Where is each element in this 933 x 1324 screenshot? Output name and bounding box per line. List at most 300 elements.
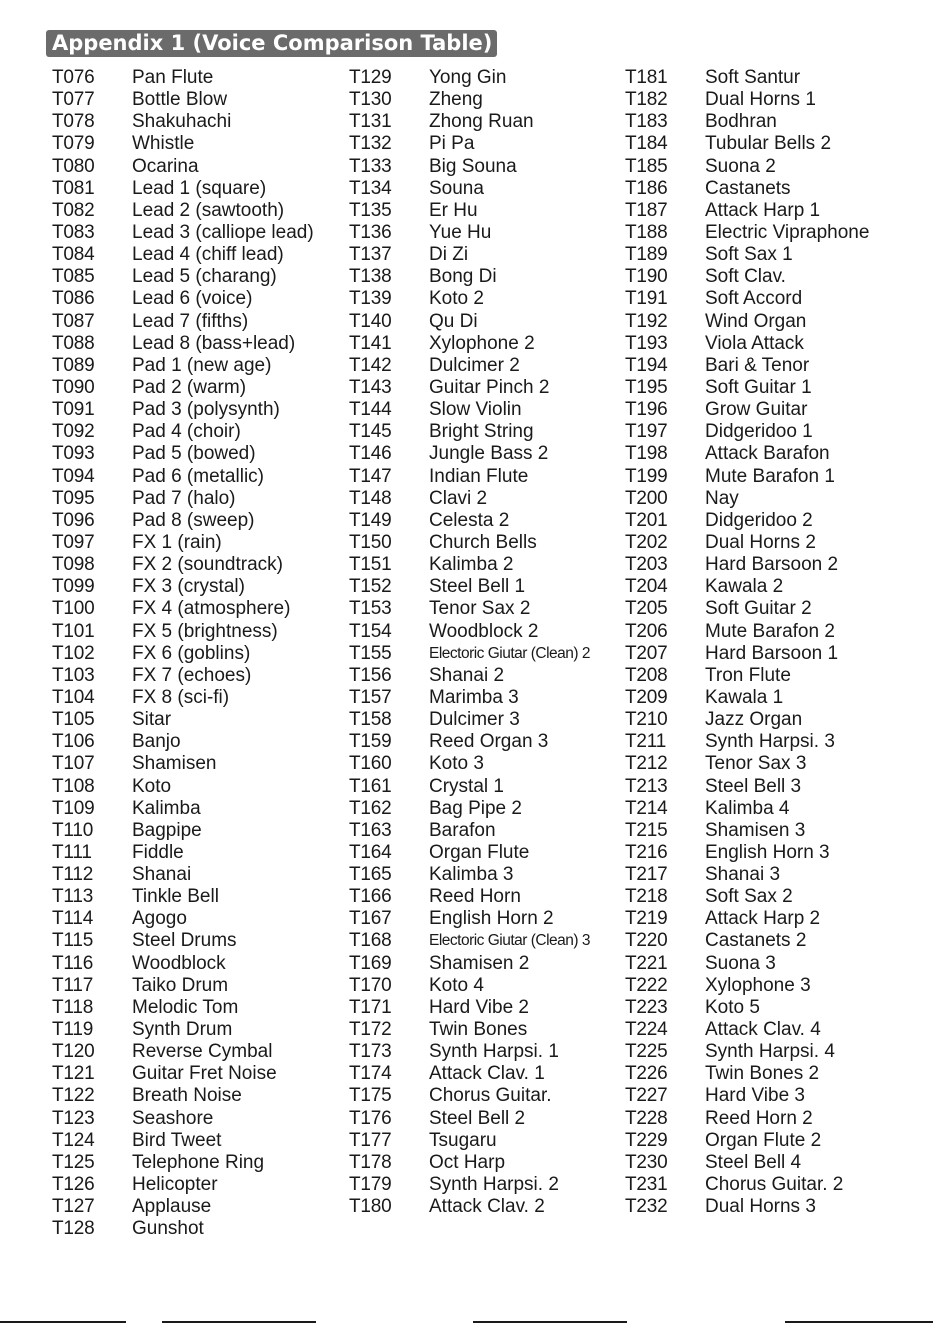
voice-code: T207 [625,642,668,664]
voice-code: T227 [625,1085,668,1107]
voice-code: T202 [625,531,668,553]
voice-code: T156 [349,664,392,686]
voice-row [349,178,590,200]
voice-name: Koto 4 [429,974,484,996]
voice-name: Lead 4 (chiff lead) [132,244,284,266]
voice-row [349,532,590,554]
voice-row [52,133,314,155]
voice-name: Pad 5 (bowed) [132,443,256,465]
footer-rule-right [785,1321,933,1323]
voice-row [625,1108,869,1130]
voice-code: T121 [52,1063,95,1085]
voice-row [625,266,869,288]
voice-code: T133 [349,155,392,177]
voice-row [625,510,869,532]
voice-name: Kalimba 3 [429,864,514,886]
voice-name: Lead 5 (charang) [132,266,277,288]
voice-row [52,687,314,709]
voice-row [52,1063,314,1085]
voice-code: T130 [349,89,392,111]
voice-name: Soft Sax 2 [705,886,793,908]
voice-code: T113 [52,886,94,908]
voice-code: T116 [52,952,94,974]
voice-name: Agogo [132,908,187,930]
voice-name: Woodblock 2 [429,620,539,642]
voice-row [625,798,869,820]
voice-name: Shamisen [132,753,217,775]
voice-code: T190 [625,266,668,288]
voice-name: Hard Barsoon 1 [705,642,839,664]
voice-row [52,1152,314,1174]
voice-code: T103 [52,664,95,686]
voice-name: Tron Flute [705,664,791,686]
voice-code: T158 [349,709,392,731]
voice-name: Guitar Fret Noise [132,1063,277,1085]
voice-name: English Horn 3 [705,841,830,863]
voice-code: T210 [625,709,668,731]
voice-code: T076 [52,67,95,88]
voice-code: T196 [625,399,668,421]
voice-code: T136 [349,221,392,243]
voice-row [52,1174,314,1196]
voice-name: Tenor Sax 2 [429,598,531,620]
voice-row [52,997,314,1019]
voice-row [349,997,590,1019]
voice-name: Steel Bell 3 [705,775,802,797]
voice-name: Attack Barafon [705,443,830,465]
voice-name: FX 8 (sci-fi) [132,686,230,708]
voice-row [52,1196,314,1218]
voice-code: T126 [52,1174,95,1196]
voice-name: Synth Drum [132,1019,233,1041]
voice-code: T184 [625,133,668,155]
voice-name: Oct Harp [429,1151,506,1173]
voice-row [52,908,314,930]
voice-name: English Horn 2 [429,908,554,930]
voice-name: Castanets 2 [705,930,807,952]
voice-code: T164 [349,841,392,863]
voice-row [625,753,869,775]
voice-row [52,244,314,266]
voice-row [349,709,590,731]
voice-row [349,355,590,377]
voice-name: Soft Santur [705,67,801,88]
voice-row [625,776,869,798]
voice-name: Organ Flute 2 [705,1129,822,1151]
voice-code: T102 [52,642,95,664]
voice-code: T204 [625,576,668,598]
voice-name: Banjo [132,731,181,753]
voice-code: T189 [625,244,668,266]
voice-name: Big Souna [429,155,517,177]
voice-code: T146 [349,443,392,465]
voice-code: T141 [349,332,392,354]
voice-row [349,488,590,510]
voice-name: Shamisen 3 [705,819,806,841]
voice-name: Bong Di [429,266,497,288]
voice-row [625,488,869,510]
voice-name: Zhong Ruan [429,111,534,133]
voice-row [52,731,314,753]
voice-name: Attack Harp 1 [705,199,821,221]
voice-name: Lead 2 (sawtooth) [132,199,285,221]
voice-name: Reverse Cymbal [132,1041,273,1063]
voice-row [625,466,869,488]
voice-row [625,1019,869,1041]
voice-code: T182 [625,89,668,111]
voice-code: T111 [52,841,92,863]
voice-name: Bird Tweet [132,1129,222,1151]
voice-row [625,67,869,89]
voice-row [625,333,869,355]
voice-code: T206 [625,620,668,642]
voice-name: Pad 4 (choir) [132,421,241,443]
voice-row [625,908,869,930]
voice-name: Suona 3 [705,952,776,974]
voice-name: Soft Guitar 2 [705,598,812,620]
voice-code: T167 [349,908,392,930]
voice-code: T214 [625,797,668,819]
voice-name: Church Bells [429,531,537,553]
voice-name: FX 1 (rain) [132,531,222,553]
voice-code: T101 [52,620,95,642]
voice-code: T143 [349,376,392,398]
voice-name: Dulcimer 2 [429,354,520,376]
voice-code: T094 [52,465,95,487]
voice-name: Attack Clav. 2 [429,1196,545,1218]
voice-row [52,953,314,975]
voice-name: Shamisen 2 [429,952,530,974]
voice-code: T115 [52,930,94,952]
voice-code: T159 [349,731,392,753]
page-title: Appendix 1 (Voice Comparison Table) [46,30,497,57]
voice-name: Twin Bones [429,1019,528,1041]
voice-code: T176 [349,1107,392,1129]
voice-name: Steel Bell 1 [429,576,526,598]
voice-code: T200 [625,487,668,509]
voice-code: T162 [349,797,392,819]
voice-row [349,156,590,178]
voice-name: Pad 3 (polysynth) [132,399,280,421]
voice-row [52,488,314,510]
voice-name: Pad 8 (sweep) [132,509,255,531]
voice-code: T142 [349,354,392,376]
voice-name: Didgeridoo 2 [705,509,813,531]
voice-name: Electric Vipraphone [705,221,870,243]
voice-name: Attack Clav. 4 [705,1019,821,1041]
voice-name: Steel Drums [132,930,237,952]
voice-row [625,930,869,952]
voice-row [349,643,590,665]
voice-name: Castanets [705,177,791,199]
voice-name: Viola Attack [705,332,804,354]
voice-name: Taiko Drum [132,974,229,996]
voice-code: T223 [625,996,668,1018]
voice-name: Shakuhachi [132,111,232,133]
voice-name: Di Zi [429,244,469,266]
voice-name: Shanai [132,864,192,886]
voice-code: T081 [52,177,95,199]
voice-row [52,753,314,775]
voice-name: Pad 6 (metallic) [132,465,264,487]
voice-name: FX 4 (atmosphere) [132,598,291,620]
voice-code: T124 [52,1129,95,1151]
voice-name: Soft Accord [705,288,803,310]
voice-row [52,643,314,665]
voice-row [625,399,869,421]
voice-code: T092 [52,421,95,443]
voice-row [349,731,590,753]
voice-code: T180 [349,1196,392,1218]
voice-name: Bright String [429,421,534,443]
voice-name: Tinkle Bell [132,886,219,908]
voice-row [52,975,314,997]
voice-code: T119 [52,1019,94,1041]
voice-name: Kawala 2 [705,576,784,598]
voice-name: FX 7 (echoes) [132,664,252,686]
voice-code: T135 [349,199,392,221]
voice-name: Soft Clav. [705,266,786,288]
voice-code: T088 [52,332,95,354]
voice-row [52,1085,314,1107]
voice-row [349,1174,590,1196]
voice-row [625,1085,869,1107]
voice-row [349,776,590,798]
voice-name: FX 2 (soundtrack) [132,554,283,576]
voice-code: T232 [625,1196,668,1218]
voice-name: Applause [132,1196,212,1218]
voice-row [52,222,314,244]
voice-name: Bag Pipe 2 [429,797,522,819]
voice-row [625,1130,869,1152]
voice-name: Breath Noise [132,1085,242,1107]
voice-name: Wind Organ [705,310,807,332]
voice-name: Twin Bones 2 [705,1063,820,1085]
voice-row [625,1174,869,1196]
voice-code: T231 [625,1174,668,1196]
voice-row [349,222,590,244]
voice-name: Soft Sax 1 [705,244,793,266]
voice-name: Hard Barsoon 2 [705,554,839,576]
voice-name: Dual Horns 2 [705,531,816,553]
voice-row [349,377,590,399]
voice-row [349,1152,590,1174]
voice-code: T148 [349,487,392,509]
voice-code: T213 [625,775,668,797]
voice-row [52,200,314,222]
voice-column-2 [349,67,590,1218]
voice-code: T129 [349,67,392,88]
voice-code: T178 [349,1151,392,1173]
voice-name: Lead 6 (voice) [132,288,253,310]
voice-name: Gunshot [132,1218,204,1240]
voice-code: T144 [349,399,392,421]
voice-row [349,820,590,842]
voice-row [52,798,314,820]
voice-code: T160 [349,753,392,775]
voice-name: Dulcimer 3 [429,709,520,731]
voice-name: Mute Barafon 1 [705,465,835,487]
voice-code: T098 [52,554,95,576]
voice-code: T107 [52,753,95,775]
voice-code: T151 [349,554,392,576]
voice-row [52,930,314,952]
voice-row [349,111,590,133]
voice-row [625,554,869,576]
voice-row [625,576,869,598]
voice-code: T154 [349,620,392,642]
voice-code: T173 [349,1041,392,1063]
voice-code: T090 [52,376,95,398]
voice-row [349,1063,590,1085]
voice-row [52,621,314,643]
voice-row [52,421,314,443]
voice-code: T139 [349,288,392,310]
voice-code: T172 [349,1019,392,1041]
voice-name: Kalimba 4 [705,797,790,819]
voice-row [52,466,314,488]
voice-code: T161 [349,775,392,797]
voice-code: T077 [52,89,95,111]
voice-name: Xylophone 2 [429,332,535,354]
voice-name: Pad 7 (halo) [132,487,236,509]
voice-row [625,89,869,111]
voice-row [52,355,314,377]
voice-name: Koto 5 [705,996,760,1018]
voice-code: T147 [349,465,392,487]
voice-name: Lead 8 (bass+lead) [132,332,296,354]
voice-row [52,288,314,310]
voice-row [349,1085,590,1107]
voice-name: Koto 3 [429,753,484,775]
voice-row [349,687,590,709]
voice-code: T091 [52,399,95,421]
voice-code: T123 [52,1107,95,1129]
voice-name: Bagpipe [132,819,202,841]
voice-code: T150 [349,531,392,553]
voice-code: T134 [349,177,392,199]
voice-name: Telephone Ring [132,1151,265,1173]
voice-row [349,200,590,222]
voice-name: Synth Harpsi. 3 [705,731,835,753]
voice-code: T109 [52,797,95,819]
voice-code: T219 [625,908,668,930]
voice-column-1 [52,67,314,1240]
voice-code: T106 [52,731,95,753]
voice-name: Tenor Sax 3 [705,753,807,775]
voice-code: T145 [349,421,392,443]
voice-code: T096 [52,509,95,531]
voice-code: T157 [349,686,392,708]
voice-name: Pi Pa [429,133,475,155]
voice-code: T110 [52,819,94,841]
voice-name: Chorus Guitar. 2 [705,1174,844,1196]
voice-code: T211 [625,731,667,753]
voice-name: Mute Barafon 2 [705,620,835,642]
voice-row [52,842,314,864]
voice-row [52,864,314,886]
voice-row [349,953,590,975]
voice-name: Attack Clav. 1 [429,1063,545,1085]
voice-code: T201 [625,509,668,531]
voice-code: T120 [52,1041,95,1063]
voice-name: Jazz Organ [705,709,803,731]
voice-name: Shanai 3 [705,864,781,886]
voice-row [625,665,869,687]
voice-name: Reed Horn 2 [705,1107,813,1129]
voice-name: Celesta 2 [429,509,510,531]
voice-row [52,377,314,399]
voice-row [52,1019,314,1041]
voice-name: Didgeridoo 1 [705,421,813,443]
voice-code: T174 [349,1063,392,1085]
voice-code: T193 [625,332,668,354]
voice-row [349,421,590,443]
voice-code: T229 [625,1129,668,1151]
voice-name: Clavi 2 [429,487,488,509]
voice-row [349,1130,590,1152]
voice-row [52,1130,314,1152]
voice-row [625,643,869,665]
voice-name: Bodhran [705,111,777,133]
voice-name: Dual Horns 1 [705,89,816,111]
voice-code: T082 [52,199,95,221]
voice-row [625,156,869,178]
voice-code: T168 [349,930,392,952]
voice-row [625,222,869,244]
voice-row [349,333,590,355]
voice-row [349,288,590,310]
voice-code: T084 [52,244,95,266]
voice-row [625,178,869,200]
voice-name: Chorus Guitar. [429,1085,552,1107]
footer-rule-left [0,1321,126,1323]
voice-column-3 [625,67,869,1218]
voice-row [349,266,590,288]
voice-name: Souna [429,177,484,199]
voice-row [625,621,869,643]
voice-code: T128 [52,1218,95,1240]
voice-row [625,820,869,842]
voice-row [349,576,590,598]
voice-code: T118 [52,996,94,1018]
voice-code: T226 [625,1063,668,1085]
voice-row [349,443,590,465]
voice-name: Electoric Giutar (Clean) 2 [429,644,591,662]
voice-name: Bari & Tenor [705,354,810,376]
voice-name: Zheng [429,89,483,111]
voice-code: T137 [349,244,392,266]
voice-name: Organ Flute [429,841,530,863]
voice-row [349,842,590,864]
voice-code: T203 [625,554,668,576]
voice-code: T205 [625,598,668,620]
voice-code: T230 [625,1151,668,1173]
voice-name: Steel Bell 4 [705,1151,802,1173]
voice-row [349,466,590,488]
voice-row [52,1041,314,1063]
voice-code: T153 [349,598,392,620]
voice-row [52,532,314,554]
voice-name: Guitar Pinch 2 [429,376,550,398]
voice-row [349,798,590,820]
voice-code: T165 [349,864,392,886]
voice-row [625,598,869,620]
voice-row [349,133,590,155]
voice-code: T083 [52,221,95,243]
voice-code: T108 [52,775,95,797]
voice-name: Attack Harp 2 [705,908,821,930]
